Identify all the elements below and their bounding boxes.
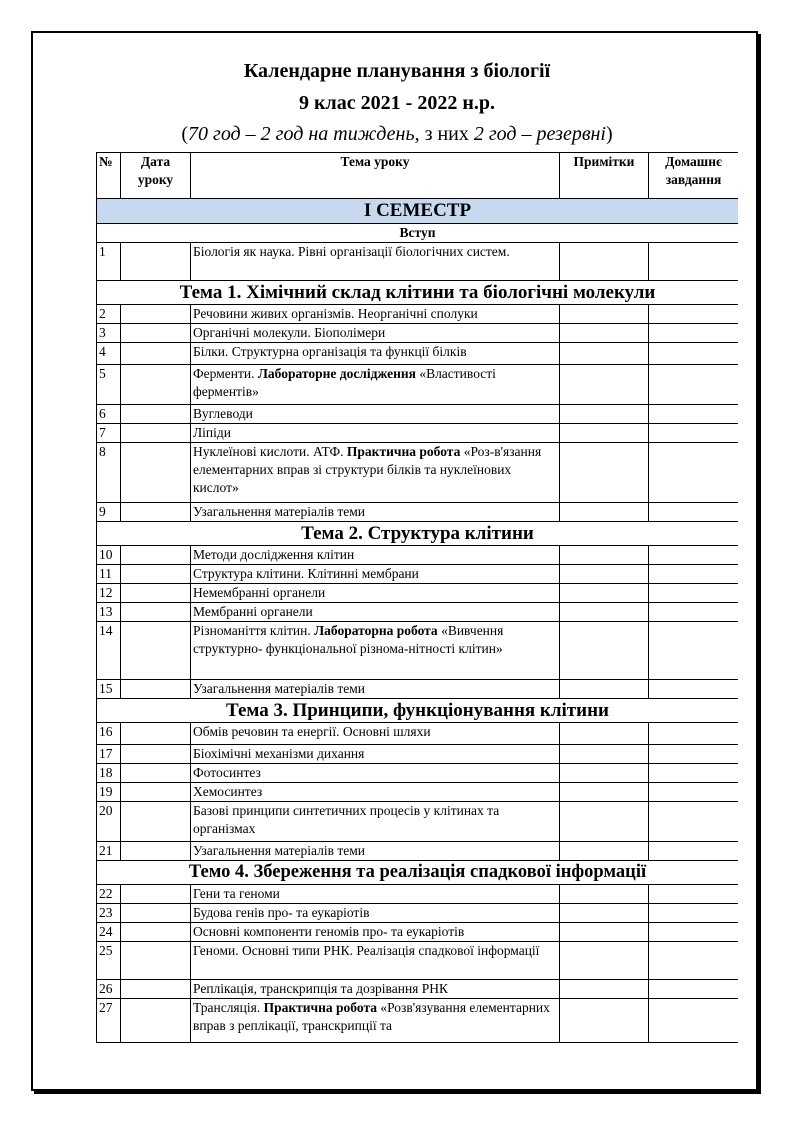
- topic-1-row: [97, 281, 739, 305]
- table-header-row: [97, 153, 739, 199]
- topic-4-row: [97, 861, 739, 885]
- intro-label: Вступ: [97, 224, 739, 243]
- table-row: 16 Обмів речовин та енергії. Основні шляхи: [97, 723, 739, 745]
- semester-row: [97, 199, 739, 224]
- table-row: 9 Узагальнення матеріалів теми: [97, 503, 739, 522]
- topic-3-row: [97, 699, 739, 723]
- col-homework-header: Домашнє завдання: [649, 153, 739, 199]
- table-row: 11 Структура клітини. Клітинні мембрани: [97, 565, 739, 584]
- table-row: 20 Базові принципи синтетичних процесів у клітинах та організмах: [97, 802, 739, 842]
- lesson-topic: Біологія як наука. Рівні організації біологічних систем.: [191, 243, 560, 281]
- hours-note: (70 год – 2 год на тиждень, з них 2 год – резервні): [181, 123, 613, 145]
- table-row: 8 Нуклеїнові кислоти. АТФ. Практична робота «Роз-в'язання елементарних вправ зі структури білків та нуклеїнових кислот»: [97, 443, 739, 503]
- table-row: 15 Узагальнення матеріалів теми: [97, 680, 739, 699]
- table-row: 27 Трансляція. Практична робота «Розв'язування елементарних вправ з реплікації, транскрипції та: [97, 999, 739, 1043]
- table-row: 5 Ферменти. Лабораторне дослідження «Властивості ферментів»: [97, 365, 739, 405]
- table-row: 21 Узагальнення матеріалів теми: [97, 842, 739, 861]
- table-row: 13 Мембранні органели: [97, 603, 739, 622]
- table-row: 10 Методи дослідження клітин: [97, 546, 739, 565]
- document-title: Календарне планування з біології: [243, 60, 551, 82]
- table-row: 4 Білки. Структурна організація та функції білків: [97, 343, 739, 365]
- table-row: 24 Основні компоненти геномів про- та еукаріотів: [97, 923, 739, 942]
- table-row: 22 Гени та геноми: [97, 885, 739, 904]
- table-row: 26 Реплікація, транскрипція та дозрівання РНК: [97, 980, 739, 999]
- intro-row: [97, 224, 739, 243]
- lesson-num: 1: [97, 243, 121, 281]
- col-notes-header: Примітки: [560, 153, 649, 199]
- table-row: 25 Геноми. Основні типи РНК. Реалізація спадкової інформації: [97, 942, 739, 980]
- table-row: 7 Ліпіди: [97, 424, 739, 443]
- table-row: 3 Органічні молекули. Біополімери: [97, 324, 739, 343]
- col-num-header: №: [97, 153, 121, 199]
- table-row: 18 Фотосинтез: [97, 764, 739, 783]
- col-topic-header: Тема уроку: [191, 153, 560, 199]
- topic-1-title: Тема 1. Хімічний склад клітини та біологічні молекули: [97, 281, 739, 305]
- table-row: 14 Різноманіття клітин. Лабораторна робота «Вивчення структурно- функціональної різнома-нітності клітин»: [97, 622, 739, 680]
- table-row: 2 Речовини живих організмів. Неорганічні сполуки: [97, 305, 739, 324]
- topic-4-title: Темо 4. Збереження та реалізація спадкової інформації: [97, 861, 739, 885]
- col-date-header: Дата уроку: [121, 153, 191, 199]
- table-row: 19 Хемосинтез: [97, 783, 739, 802]
- topic-2-row: [97, 522, 739, 546]
- topic-2-title: Тема 2. Структура клітини: [97, 522, 739, 546]
- table-row: 12 Немембранні органели: [97, 584, 739, 603]
- table-row: [97, 243, 739, 281]
- document-subtitle: 9 клас 2021 - 2022 н.р.: [299, 92, 495, 114]
- plan-table-wrapper: [96, 152, 738, 1068]
- table-row: 17 Біохімічні механізми дихання: [97, 745, 739, 764]
- plan-table: [96, 152, 738, 1043]
- table-row: 23 Будова генів про- та еукаріотів: [97, 904, 739, 923]
- topic-3-title: Тема 3. Принципи, функціонування клітини: [97, 699, 739, 723]
- table-row: 6 Вуглеводи: [97, 405, 739, 424]
- semester-label: І СЕМЕСТР: [97, 199, 739, 224]
